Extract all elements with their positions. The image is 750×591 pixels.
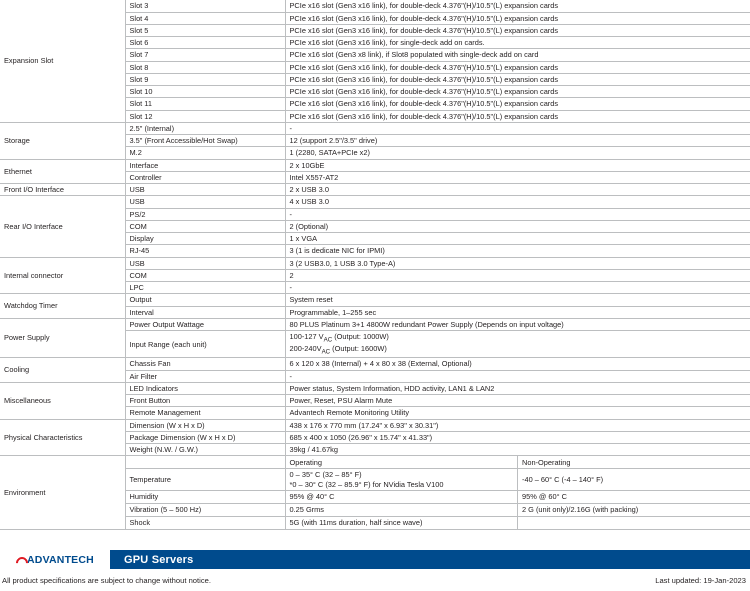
spec-value: - [285,122,750,134]
table-row [0,122,750,134]
table-row [0,0,750,12]
spec-subcategory: Slot 11 [125,98,285,110]
spec-value: Power status, System Information, HDD activity, LAN1 & LAN2 [285,382,750,394]
table-row [0,318,750,330]
spec-category: Storage [0,122,125,159]
spec-value: - [285,208,750,220]
environment-nonoperating-header: Non-Operating [518,456,750,468]
spec-value: 2 [285,269,750,281]
spec-value: 685 x 400 x 1050 (26.96" x 15.74" x 41.33") [285,431,750,443]
spec-subcategory: Slot 8 [125,61,285,73]
spec-subcategory: Slot 5 [125,24,285,36]
table-row [0,159,750,171]
footer-date: Last updated: 19-Jan-2023 [655,576,746,585]
spec-subcategory: LPC [125,282,285,294]
spec-value: PCIe x16 slot (Gen3 x16 link), for single-deck add on cards. [285,37,750,49]
spec-subcategory: RJ-45 [125,245,285,257]
footer-note: All product specifications are subject to change without notice. [2,576,211,585]
spec-value: 12 (support 2.5"/3.5" drive) [285,135,750,147]
table-row [0,358,750,370]
brand-name: ADVANTECH [27,553,94,566]
spec-category: Power Supply [0,318,125,358]
spec-value: 438 x 176 x 770 mm (17.24" x 6.93" x 30.31") [285,419,750,431]
environment-operating-value: 95% @ 40° C [289,492,335,502]
table-row [0,257,750,269]
spec-value: 6 x 120 x 38 (Internal) + 4 x 80 x 38 (External, Optional) [285,358,750,370]
spec-subcategory: COM [125,220,285,232]
environment-operating-value: 0 – 35° C (32 – 85° F) *0 – 30° C (32 – 85.9° F) for NVidia Tesla V100 [289,470,444,489]
spec-subcategory: Interval [125,306,285,318]
spec-category: Rear I/O Interface [0,196,125,257]
environment-operating-value: 5G (with 11ms duration, half since wave) [289,518,423,528]
spec-category: Environment [0,456,125,530]
spec-category: Miscellaneous [0,382,125,419]
spec-subcategory: Input Range (each unit) [125,331,285,358]
spec-value: 39kg / 41.67kg [285,444,750,456]
spec-value: PCIe x16 slot (Gen3 x16 link), for double-deck 4.376"(H)/10.5"(L) expansion cards [285,24,750,36]
spec-subcategory: Slot 12 [125,110,285,122]
spec-subcategory: Slot 9 [125,73,285,85]
spec-subcategory: Shock [125,516,285,529]
spec-subcategory: Weight (N.W. / G.W.) [125,444,285,456]
spec-category: Physical Characteristics [0,419,125,456]
spec-value: 1 x VGA [285,233,750,245]
spec-value: PCIe x16 slot (Gen3 x8 link), if Slot8 populated with single-deck add on card [285,49,750,61]
spec-subcategory: 2.5" (Internal) [125,122,285,134]
spec-subcategory: Slot 3 [125,0,285,12]
spec-value-multiline: 100-127 $V_{AC}$ (Output: 1000W) $200-240V_{AC}$ (Output: 1600W) [285,331,750,358]
spec-subcategory: Dimension (W x H x D) [125,419,285,431]
environment-nonoperating-value: 2 G (unit only)/2.16G (with packing) [518,504,750,516]
spec-subcategory-blank [125,456,285,469]
spec-value: 1 (2280, SATA+PCIe x2) [285,147,750,159]
advantech-swoosh-icon [16,555,25,564]
table-row-environment-header [0,456,750,469]
spec-value: PCIe x16 slot (Gen3 x16 link), for double-deck 4.376"(H)/10.5"(L) expansion cards [285,98,750,110]
spec-subcategory: Humidity [125,490,285,503]
spec-subcategory: USB [125,196,285,208]
spec-value: 4 x USB 3.0 [285,196,750,208]
spec-value: 2 (Optional) [285,220,750,232]
spec-subcategory: Slot 10 [125,86,285,98]
spec-value: 2 x USB 3.0 [285,184,750,196]
environment-value-cell [285,469,750,491]
spec-value: - [285,370,750,382]
spec-value: PCIe x16 slot (Gen3 x16 link), for double-deck 4.376"(H)/10.5"(L) expansion cards [285,12,750,24]
spec-subcategory: LED Indicators [125,382,285,394]
spec-category: Ethernet [0,159,125,184]
environment-nonoperating-value [518,517,750,529]
table-row [0,382,750,394]
spec-category: Cooling [0,358,125,383]
environment-operating-header: Operating [289,457,322,467]
spec-value: System reset [285,294,750,306]
footer-band [0,550,750,569]
spec-category: Internal connector [0,257,125,294]
spec-value: 3 (1 is dedicate NIC for IPMI) [285,245,750,257]
spec-value: PCIe x16 slot (Gen3 x16 link), for double-deck 4.376"(H)/10.5"(L) expansion cards [285,110,750,122]
table-row [0,419,750,431]
spec-value: Intel X557-AT2 [285,171,750,183]
spec-subcategory: Remote Management [125,407,285,419]
spec-subcategory: Slot 6 [125,37,285,49]
environment-value-cell [285,516,750,529]
spec-subcategory: USB [125,184,285,196]
environment-nonoperating-value: 95% @ 60° C [518,491,750,503]
spec-category: Front I/O Interface [0,184,125,196]
spec-subcategory: Slot 4 [125,12,285,24]
spec-value: - [285,282,750,294]
spec-value: Power, Reset, PSU Alarm Mute [285,395,750,407]
spec-value: Advantech Remote Monitoring Utility [285,407,750,419]
spec-subcategory: Output [125,294,285,306]
spec-subcategory: Temperature [125,469,285,491]
spec-subcategory: USB [125,257,285,269]
spec-value: Programmable, 1–255 sec [285,306,750,318]
spec-value: 2 x 10GbE [285,159,750,171]
spec-subcategory: Power Output Wattage [125,318,285,330]
spec-subcategory: Interface [125,159,285,171]
spec-value: PCIe x16 slot (Gen3 x16 link), for double-deck 4.376"(H)/10.5"(L) expansion cards [285,61,750,73]
spec-subcategory: Chassis Fan [125,358,285,370]
spec-subcategory: Vibration (5 – 500 Hz) [125,503,285,516]
advantech-logo [0,550,110,569]
table-row [0,294,750,306]
environment-nonoperating-value: -40 – 60° C (-4 – 140° F) [518,469,750,490]
spec-subcategory: COM [125,269,285,281]
spec-subcategory: Controller [125,171,285,183]
spec-subcategory: Air Filter [125,370,285,382]
environment-value-cell [285,490,750,503]
spec-category: Watchdog Timer [0,294,125,319]
spec-subcategory: M.2 [125,147,285,159]
spec-subcategory: Package Dimension (W x H x D) [125,431,285,443]
spec-subcategory: PS/2 [125,208,285,220]
environment-operating-value: 0.25 Grms [289,505,324,515]
spec-subcategory: Display [125,233,285,245]
environment-value-cell [285,503,750,516]
spec-value: 3 (2 USB3.0, 1 USB 3.0 Type-A) [285,257,750,269]
table-row [0,184,750,196]
spec-subcategory: 3.5" (Front Accessible/Hot Swap) [125,135,285,147]
spec-category: Expansion Slot [0,0,125,122]
spec-value: PCIe x16 slot (Gen3 x16 link), for double-deck 4.376"(H)/10.5"(L) expansion cards [285,73,750,85]
spec-subcategory: Slot 7 [125,49,285,61]
spec-value: 80 PLUS Platinum 3+1 4800W redundant Power Supply (Depends on input voltage) [285,318,750,330]
table-row [0,196,750,208]
footer-title: GPU Servers [124,553,194,566]
environment-header-cell [285,456,750,469]
spec-value: PCIe x16 slot (Gen3 x16 link), for double-deck 4.376"(H)/10.5"(L) expansion cards [285,0,750,12]
spec-subcategory: Front Button [125,395,285,407]
spec-value: PCIe x16 slot (Gen3 x16 link), for double-deck 4.376"(H)/10.5"(L) expansion cards [285,86,750,98]
